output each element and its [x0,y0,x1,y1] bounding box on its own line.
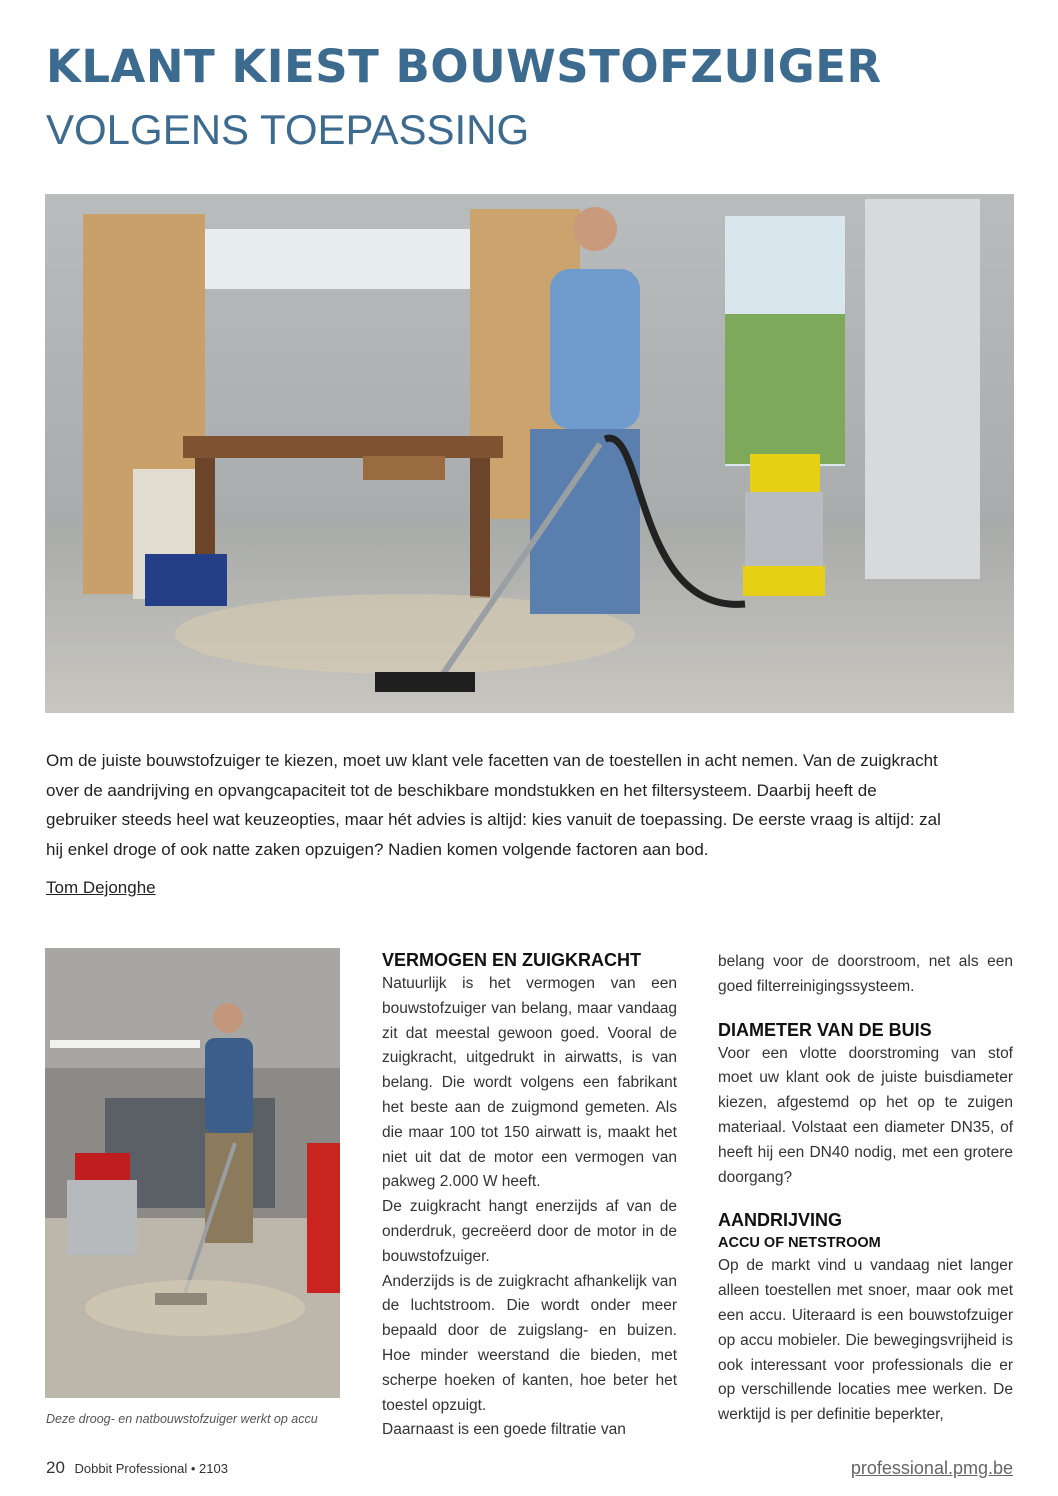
workshop-photo [45,948,340,1398]
footer-left [46,1458,228,1478]
intro-paragraph: Om de juiste bouwstofzuiger te kiezen, moet uw klant vele facetten van de toestellen in acht nemen. Van de zuigkracht over de aandrijving en opvangcapaciteit tot de beschikbare mondstukken en het filtersysteem. Daarbij heeft de gebruiker steeds heel wat keuzeopties, maar hét advies is altijd: kies vanuit de toepassing. De eerste vraag is altijd: zal hij enkel droge of ook natte zaken opzuigen? Nadien komen volgende factoren aan bod. [46,751,941,859]
body-paragraph: Op de markt vind u vandaag niet langer alleen toestellen met snoer, maar ook met een accu. Uiteraard is een bouwstofzuiger op accu mobieler. Die bewegingsvrijheid is ook interessant voor professionals die er op verschillende locaties mee werken. De werktijd is per definitie beperkter, [718,1257,1013,1424]
publication-name: Dobbit Professional • 2103 [74,1461,228,1476]
body-paragraph: belang voor de doorstroom, net als een goed filterreinigingssysteem. [718,953,1013,995]
column-right [718,950,1013,1428]
hero-photo [45,194,1014,713]
column-middle [382,948,677,1443]
body-paragraph: Natuurlijk is het vermogen van een bouwstofzuiger van belang, maar vandaag zit dat meestal gewoon goed. Vooral de zuigkracht, uitgedrukt in airwatts, is van belang. Die wordt volgens een fabrikant het beste aan de zuigmond gemeten. Als die maar 100 tot 150 airwatt is, maakt het niet uit dat de motor een vermogen van pakweg 2.000 W heeft. [382,975,677,1191]
photo-caption: Deze droog- en natbouwstofzuiger werkt op accu [46,1412,318,1426]
spacer [718,1000,1013,1018]
author-link[interactable]: Tom Dejonghe [46,878,156,897]
section-heading-diameter: DIAMETER VAN DE BUIS [718,1019,932,1040]
website-link[interactable]: professional.pmg.be [850,1458,1013,1478]
body-paragraph: Anderzijds is de zuigkracht afhankelijk van de luchtstroom. Die wordt onder meer bepaald door de zuigslang- en buizen. Hoe minder weerstand die bieden, met scherpe hoeken of kanten, hoe beter het toestel opzuigt. [382,1272,677,1414]
page-subtitle: VOLGENS TOEPASSING [46,106,530,153]
body-paragraph: Daarnaast is een goede filtratie van [382,1421,626,1439]
page-number: 20 [46,1458,65,1477]
section-heading-aandrijving: AANDRIJVING [718,1210,843,1231]
body-paragraph: De zuigkracht hangt enerzijds af van de onderdruk, gecreëerd door de motor in de bouwstofzuiger. [382,1198,677,1265]
spacer [718,1190,1013,1208]
section-heading-vermogen: VERMOGEN EN ZUIGKRACHT [382,950,642,970]
body-paragraph: Voor een vlotte doorstroming van stof moet uw klant ook de juiste buisdiameter kiezen, afgestemd op het op te zuigen materiaal. Volstaat een diameter DN35, of heeft hij een DN40 nodig, met een grotere doorgang? [718,1044,1013,1186]
page-title: KLANT KIEST BOUWSTOFZUIGER [46,40,882,93]
section-subheading: ACCU OF NETSTROOM [718,1235,881,1252]
